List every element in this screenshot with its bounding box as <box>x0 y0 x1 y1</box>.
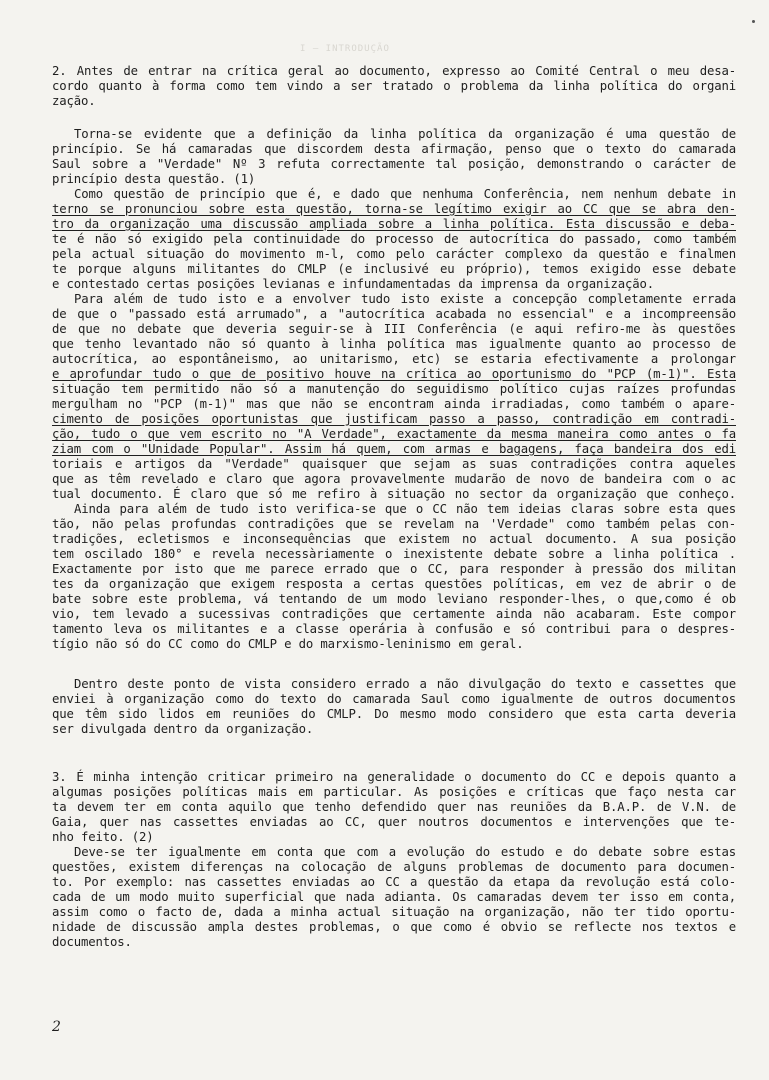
text-line: ser divulgada dentro da organização. <box>52 722 314 736</box>
text-line: ta devem ter em conta aquilo que tenho defendido quer nas reuniões da B.A.P. de V.N. de <box>52 800 736 814</box>
text-line: nho feito. (2) <box>52 830 154 844</box>
text-line: tual documento. É claro que só me refiro à situação no sector da organização que conheço. <box>52 487 736 501</box>
text-line: Como questão de princípio que é, e dado que nenhuma Conferência, nem nenhum debate in <box>74 187 736 201</box>
text-line-underlined: e aprofundar tudo o que de positivo houve na crítica ao oportunismo do "PCP (m-1)". Esta <box>52 367 736 381</box>
text-line: Deve-se ter igualmente em conta que com a evolução do estudo e do debate sobre estas <box>74 845 736 859</box>
section-3-paragraph <box>52 770 736 950</box>
text-line: 2. Antes de entrar na crítica geral ao documento, expresso ao Comité Central o meu desa- <box>52 64 736 78</box>
text-line: princípio. Se há camaradas que discordem desta afirmação, penso que o texto do camarada <box>52 142 736 156</box>
text-line: te porque alguns militantes do CMLP (e inclusivé eu próprio), temos exigido esse debate <box>52 262 736 276</box>
text-line-underlined: cimento de posições oportunistas que justificam passo a passo, contradição em contradi- <box>52 412 736 426</box>
text-line: zação. <box>52 94 96 108</box>
paper-speck <box>752 20 755 23</box>
text-line: bate sobre este problema, vá tentando de um modo leviano responder-lhes, o que,como é ob <box>52 592 736 606</box>
text-line: de que no debate que deveria seguir-se à III Conferência (e aqui refiro-me às questões <box>52 322 736 336</box>
text-line: mergulham no "PCP (m-1)" mas que não se encontram ainda irradiadas, como também o apare- <box>52 397 736 411</box>
text-line: Ainda para além de tudo isto verifica-se que o CC não tem ideias claras sobre esta ques <box>74 502 736 516</box>
text-line: tem oscilado 180° e revela necessàriamente o inexistente debate sobre a linha política . <box>52 547 736 561</box>
text-line: toriais e artigos da "Verdade" quaisquer que sejam as suas contradições contra aqueles <box>52 457 736 471</box>
text-line: que as têm revelado e claro que agora provavelmente mudarão de novo de bandeira com o ac <box>52 472 736 486</box>
text-line: pela actual situação do movimento m-l, como pelo carácter complexo da questão e finalmen <box>52 247 736 261</box>
text-line: te é não só exigido pela continuidade do processo de autocrítica do passado, como também <box>52 232 736 246</box>
text-line: tamento leva os militantes e a classe operária à confusão e só contribui para o despres- <box>52 622 736 636</box>
text-line: assim como o facto de, dada a minha actual situação na organização, não ter tido oportu- <box>52 905 736 919</box>
text-line: cordo quanto à forma como tem vindo a ser tratado o problema da linha política do organi <box>52 79 736 93</box>
text-line: e contestado certas posições levianas e infundamentadas da imprensa da organização. <box>52 277 655 291</box>
text-line: tes da organização que exigem resposta a certas questões políticas, em vez de abrir o de <box>52 577 736 591</box>
text-line: cada de um modo muito superficial que nada adianta. Os camaradas devem ter isso em conta, <box>52 890 736 904</box>
text-line: vio, tem levado a sucessivas contradições que certamente ainda não acabaram. Este compor <box>52 607 736 621</box>
dentro-paragraph <box>52 677 736 737</box>
show-through-header: I — INTRODUÇÃO <box>300 44 390 54</box>
text-line: que tenho levantado não só quanto à linha política mas igualmente quanto ao processo de <box>52 337 736 351</box>
text-line: algumas posições políticas mais em particular. As posições e críticas que faço nesta car <box>52 785 736 799</box>
text-line: enviei à organização como do texto do camarada Saul como igualmente de outros documentos <box>52 692 736 706</box>
section-2-paragraph <box>52 64 736 109</box>
text-line: tão, não pelas profundas contradições que se revelam na 'Verdade" como também pelas con- <box>52 517 736 531</box>
body-paragraphs <box>52 127 736 652</box>
text-line: Dentro deste ponto de vista considero errado a não divulgação do texto e cassettes que <box>74 677 736 691</box>
text-line: Saul sobre a "Verdade" Nº 3 refuta correctamente tal posição, demonstrando o carácter de <box>52 157 736 171</box>
text-line: tradições, ecletismos e inconsequências que existem no actual documento. A sua posição <box>52 532 736 546</box>
text-line: 3. É minha intenção criticar primeiro na generalidade o documento do CC e depois quanto a <box>52 770 736 784</box>
text-line: Para além de tudo isto e a envolver tudo isto existe a concepção completamente errada <box>74 292 736 306</box>
text-line: to. Por exemplo: nas cassettes enviadas ao CC a questão da etapa da revolução está colo- <box>52 875 736 889</box>
text-line: princípio desta questão. (1) <box>52 172 256 186</box>
text-line: situação tem permitido não só a manutenção do seguidismo político cujas raízes profundas <box>52 382 736 396</box>
text-line-underlined: ção, tudo o que vem escrito no "A Verdade", exactamente da mesma maneira como antes o fa <box>52 427 736 441</box>
text-line: que têm sido lidos em reuniões do CMLP. Do mesmo modo considero que esta carta deveria <box>52 707 736 721</box>
text-line-underlined: terno se pronunciou sobre esta questão, torna-se legítimo exigir ao CC que se abra den- <box>52 202 736 216</box>
text-line: tígio não só do CC como do CMLP e do marxismo-leninismo em geral. <box>52 637 524 651</box>
text-line: Exactamente por isto que me parece errado que o CC, para responder à pressão dos militan <box>52 562 736 576</box>
text-line: de que o "passado está arrumado", a "autocrítica acabada no essencial" e a incompreensão <box>52 307 736 321</box>
text-line: Gaia, quer nas cassettes enviadas ao CC, quer noutros documentos e intervenções que te- <box>52 815 736 829</box>
page-number: 2 <box>52 1019 61 1035</box>
text-line-underlined: tro da organização uma discussão ampliada sobre a linha política. Esta discussão e deba- <box>52 217 736 231</box>
text-line-underlined: ziam com o "Unidade Popular". Assim há quem, com armas e bagagens, faça bandeira dos edi <box>52 442 736 456</box>
text-line: autocrítica, ao espontâneismo, ao unitarismo, etc) se estaria efectivamente a prolongar <box>52 352 736 366</box>
text-line: Torna-se evidente que a definição da linha política da organização é uma questão de <box>74 127 736 141</box>
text-line: nidade de discussão ampla destes problemas, o que como é obvio se reflecte nos textos e <box>52 920 736 934</box>
text-line: questões, existem diferenças na colocação de alguns problemas de documento para documen- <box>52 860 736 874</box>
text-line: documentos. <box>52 935 132 949</box>
